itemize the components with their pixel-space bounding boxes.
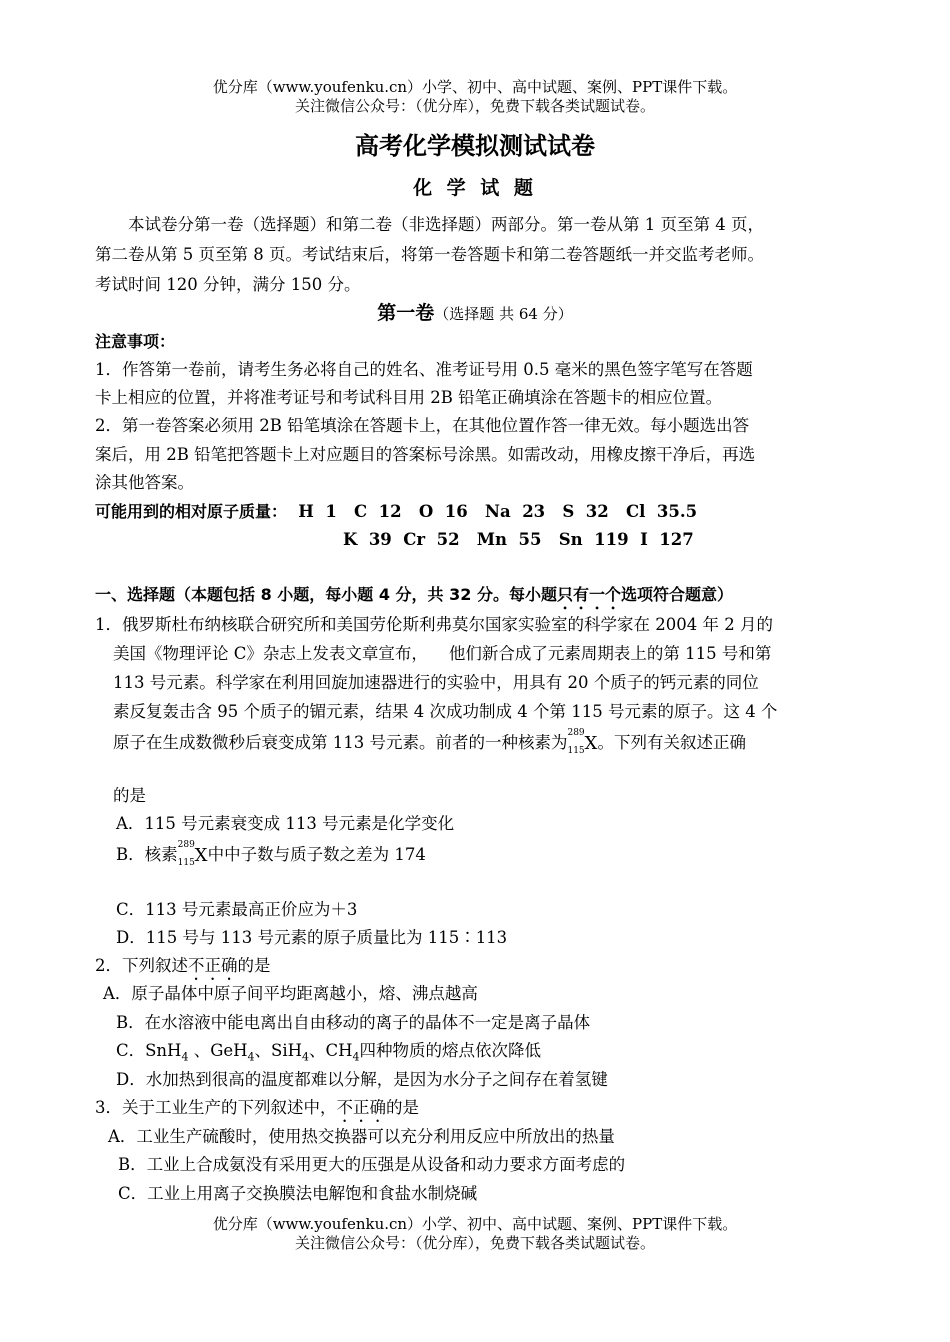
q1-line-6: 的是 [113,786,146,805]
nuclide-mass-b: 289 [177,840,195,850]
q2-option-c-sub2: 4 [247,1050,255,1064]
q1-option-d: D．115 号与 113 号元素的原子质量比为 115∶113 [116,928,508,947]
atomic-mass-values-2: K 39 Cr 52 Mn 55 Sn 119 I 127 [343,530,694,549]
q1-line-5 [113,728,746,756]
notice-heading: 注意事项： [95,332,176,351]
intro-line-3: 考试时间 120 分钟，满分 150 分。 [95,275,361,294]
q1-line-3: 113 号元素。科学家在利用回旋加速器进行的实验中，用具有 20 个质子的钙元素的同位 [113,673,759,692]
q1-line-5-a: 原子在生成数微秒后衰变成第 113 号元素。前者的一种核素为 [113,733,568,752]
q1-line-1: 1．俄罗斯杜布纳核联合研究所和美国劳伦斯利弗莫尔国家实验室的科学家在 2004 年 2 月的 [95,615,773,634]
part1-heading-a: 一、选择题（本题包括 8 小题，每小题 4 分，共 32 分。每小题 [95,585,557,604]
atomic-mass-values-1: H 1 C 12 O 16 Na 23 S 32 Cl 35.5 [298,502,698,521]
q3-stem-a: 3．关于工业生产的下列叙述中， [95,1098,337,1117]
section-heading-rest: （选择题 共 64 分） [434,305,573,323]
q2-option-c-p6: 、CH [309,1041,353,1060]
q2-option-c-p0: C．SnH [116,1041,182,1060]
nuclide-symbol: X [584,733,598,754]
header-line-2: 关注微信公众号：（优分库），免费下载各类试题试卷。 [294,97,655,115]
section-heading-bold: 第一卷 [377,302,435,324]
q2-option-a: A．原子晶体中原子间平均距离越小，熔、沸点越高 [103,984,478,1003]
nuclide-z: 115 [567,746,585,756]
q1-option-b-a: B．核素 [116,845,178,864]
notice-line-5: 涂其他答案。 [95,473,194,492]
q2-option-c-p8: 四种物质的熔点依次降低 [359,1041,542,1060]
part1-heading-b: 选项符合题意） [620,585,733,604]
intro-line-1: 本试卷分第一卷（选择题）和第二卷（非选择题）两部分。第一卷从第 1 页至第 4 页， [128,215,764,234]
q2-stem-emphasis: 不正确 [188,956,238,975]
header-line-1: 优分库（www.youfenku.cn）小学、初中、高中试题、案例、PPT课件下载。 [212,78,738,96]
nuclide-mass: 289 [567,728,585,738]
q3-option-c: C．工业上用离子交换膜法电解饱和食盐水制烧碱 [118,1184,478,1203]
q1-option-a: A．115 号元素衰变成 113 号元素是化学变化 [116,814,455,833]
notice-line-3: 2．第一卷答案必须用 2B 铅笔填涂在答题卡上，在其他位置作答一律无效。每小题选出答 [95,416,750,435]
q1-line-5-b: 。下列有关叙述正确 [597,733,746,752]
q2-option-c [116,1040,541,1068]
notice-line-1: 1．作答第一卷前，请考生务必将自己的姓名、准考证号用 0.5 毫米的黑色签字笔写在答题 [95,360,753,379]
page-subtitle: 化 学 试 题 [413,177,537,199]
q2-stem [95,955,271,984]
part1-heading-emphasis: 只有一个 [556,585,621,604]
q3-stem-emphasis: 不正确 [336,1098,386,1117]
q2-option-c-sub1: 4 [181,1050,189,1064]
nuclide-symbol-b: X [194,845,208,866]
q2-stem-a: 2．下列叙述 [95,956,188,975]
section-heading [0,302,950,325]
atomic-mass-label: 可能用到的相对原子质量： [95,502,288,521]
q2-option-d: D．水加热到很高的温度都难以分解，是因为水分子之间存在着氢键 [116,1070,608,1089]
q2-stem-b: 的是 [237,956,271,975]
q2-option-c-p2: 、GeH [188,1041,248,1060]
q2-option-c-p4: 、SiH [254,1041,303,1060]
atomic-mass-line-1 [95,501,697,523]
q2-option-b: B．在水溶液中能电离出自由移动的离子的晶体不一定是离子晶体 [116,1013,591,1032]
nuclide-x-b [177,840,208,868]
q3-stem [95,1097,419,1126]
notice-line-4: 案后，用 2B 铅笔把答题卡上对应题目的答案标号涂黑。如需改动，用橡皮擦干净后，再选 [95,445,756,464]
q1-option-b [116,840,426,868]
q3-stem-b: 的是 [386,1098,419,1117]
q1-line-4: 素反复轰击含 95 个质子的镅元素，结果 4 次成功制成 4 个第 115 号元素的原子。这 4 个 [113,702,778,721]
intro-line-2: 第二卷从第 5 页至第 8 页。考试结束后，将第一卷答题卡和第二卷答题纸一并交监考老师。 [95,245,764,264]
q2-option-c-sub4: 4 [352,1050,360,1064]
q3-option-a: A．工业生产硫酸时，使用热交换器可以充分利用反应中所放出的热量 [108,1127,615,1146]
part1-heading [95,584,733,613]
q3-option-b: B．工业上合成氨没有采用更大的压强是从设备和动力要求方面考虑的 [118,1155,626,1174]
q1-option-c: C．113 号元素最高正价应为＋3 [116,900,358,919]
nuclide-z-b: 115 [177,858,195,868]
q2-option-c-sub3: 4 [302,1050,310,1064]
footer-line-1: 优分库（www.youfenku.cn）小学、初中、高中试题、案例、PPT课件下载。 [212,1215,738,1233]
nuclide-x [567,728,598,756]
q1-option-b-b: 中中子数与质子数之差为 174 [207,845,426,864]
footer-line-2: 关注微信公众号：（优分库），免费下载各类试题试卷。 [294,1234,655,1252]
q1-line-2: 美国《物理评论 C》杂志上发表文章宣布， 他们新合成了元素周期表上的第 115 号和第 [113,644,772,663]
notice-line-2: 卡上相应的位置，并将准考证号和考试科目用 2B 铅笔正确填涂在答题卡的相应位置。 [95,388,723,407]
page-title: 高考化学模拟测试试卷 [355,131,595,160]
